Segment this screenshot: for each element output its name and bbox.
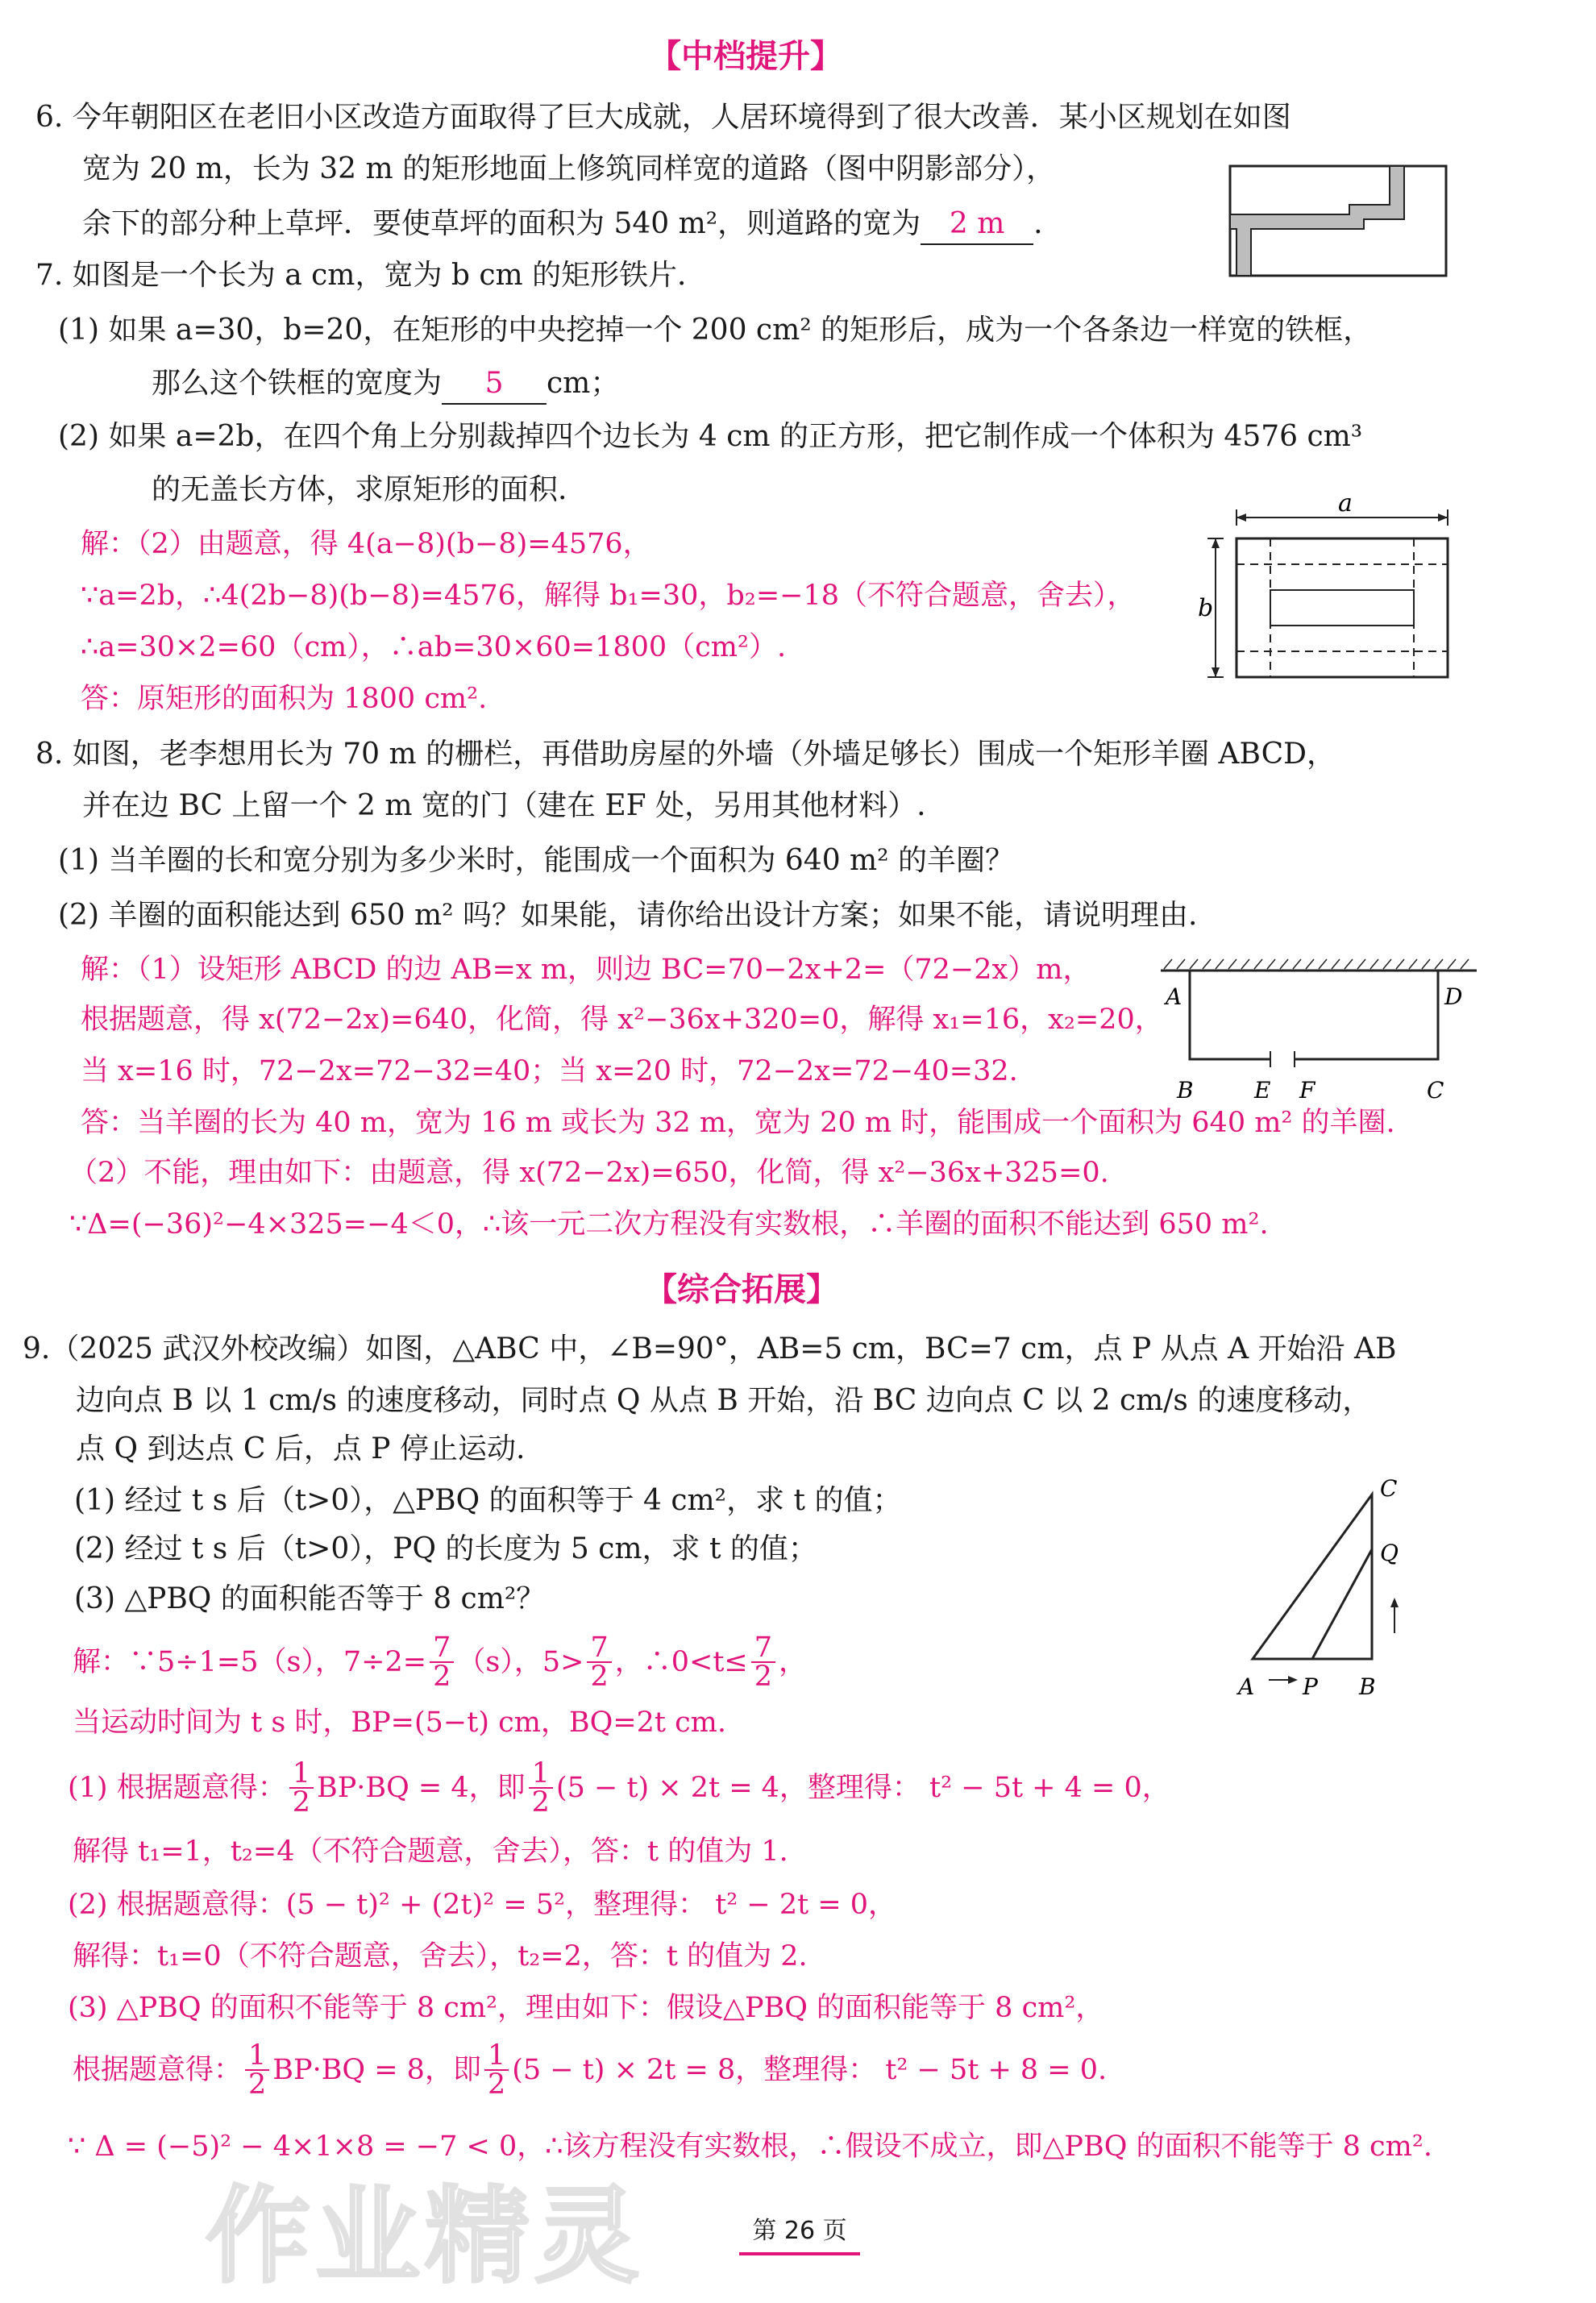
- q7-part1-unit: cm；: [547, 367, 620, 400]
- q8-line1: 8. 如图，老李想用长为 70 m 的栅栏，再借助房屋的外墙（外墙足够长）围成一个矩形羊圈 ABCD，: [35, 738, 1336, 771]
- q9-part3: (3) △PBQ 的面积能否等于 8 cm²？: [74, 1582, 546, 1615]
- q6-line3-text: 余下的部分种上草坪．要使草坪的面积为 540 m²，则道路的宽为: [82, 207, 921, 240]
- watermark-logo: 作业精灵: [206, 2175, 645, 2297]
- q9-solution-line5: 解得：t₁=0（不符合题意，舍去），t₂=2，答：t 的值为 2.: [73, 1940, 808, 1973]
- q9-fig-label-C: C: [1380, 1475, 1398, 1502]
- q9-sol2-b: BP·BQ = 4，即: [317, 1772, 526, 1804]
- q9-frac-half-c: [245, 2039, 269, 2101]
- q9-sol0-a: 解：∵5÷1=5（s），7÷2=: [73, 1646, 427, 1678]
- q7-part1-line2: [152, 364, 619, 405]
- frac-den: 2: [248, 2068, 267, 2101]
- q7-iron-sheet-figure: [1196, 493, 1470, 692]
- q7-answer-blank: 5: [442, 364, 547, 405]
- q8-fig-label-A: A: [1166, 983, 1182, 1010]
- q9-fig-label-A: A: [1238, 1673, 1255, 1700]
- q7-part2-line2: 的无盖长方体，求原矩形的面积.: [152, 473, 567, 506]
- q7-stem: 7. 如图是一个长为 a cm，宽为 b cm 的矩形铁片．: [35, 259, 707, 292]
- frac-num: 1: [245, 2042, 269, 2071]
- q6-road-figure: [1228, 164, 1448, 277]
- q9-frac-half-b: [529, 1757, 553, 1819]
- frac-num: 7: [430, 1634, 454, 1663]
- q8-solution-line4: 答：当羊圈的长为 40 m，宽为 16 m 或长为 32 m，宽为 20 m 时，能围成一个面积为 640 m² 的羊圈.: [81, 1107, 1395, 1139]
- q8-solution-line1: 解：（1）设矩形 ABCD 的边 AB=x m，则边 BC=70−2x+2=（72−2x）m，: [81, 954, 1091, 986]
- frac-num: 1: [484, 2042, 509, 2071]
- q9-solution-line1: 当运动时间为 t s 时，BP=(5−t) cm，BQ=2t cm.: [73, 1706, 726, 1739]
- q8-solution-line3: 当 x=16 时，72−2x=72−32=40；当 x=20 时，72−2x=72−40=32.: [81, 1055, 1018, 1087]
- q8-fig-label-C: C: [1427, 1077, 1444, 1104]
- q6-answer-blank: 2 m: [921, 205, 1033, 245]
- q7-solution-line2: ∵a=2b，∴4(2b−8)(b−8)=4576，解得 b₁=30，b₂=−18（不符合题意，舍去），: [81, 580, 1136, 612]
- q7-fig-label-a: a: [1338, 493, 1353, 518]
- frac-den: 2: [433, 1661, 451, 1693]
- page-footer: [679, 2210, 921, 2255]
- q8-solution-line5: （2）不能，理由如下：由题意，得 x(72−2x)=650，化简，得 x²−36x+325=0.: [69, 1157, 1109, 1189]
- q7-solution-line3: ∴a=30×2=60（cm），∴ab=30×60=1800（cm²）.: [81, 631, 787, 663]
- q8-solution-line6: ∵Δ=(−36)²−4×325=−4＜0，∴该一元二次方程没有实数根，∴羊圈的面积不能达到 650 m².: [69, 1208, 1269, 1241]
- q9-part2: (2) 经过 t s 后（t>0），PQ 的长度为 5 cm，求 t 的值；: [74, 1532, 817, 1565]
- q7-part1-text: 那么这个铁框的宽度为: [152, 367, 443, 400]
- q8-fig-label-D: D: [1444, 983, 1463, 1010]
- q9-solution-line8: ∵ Δ = (−5)² − 4×1×8 = −7 < 0，∴该方程没有实数根，∴假设不成立，即△PBQ 的面积不能等于 8 cm².: [68, 2130, 1432, 2163]
- section-heading-ext: 【综合拓展】: [645, 1271, 838, 1308]
- q9-sol2-a: (1) 根据题意得：: [68, 1772, 286, 1804]
- q9-sol7-c: (5 − t) × 2t = 8，整理得： t² − 5t + 8 = 0.: [512, 2054, 1108, 2086]
- q9-sol0-c: ，∴0<t≤: [614, 1646, 748, 1678]
- section-heading-mid: 【中档提升】: [649, 38, 842, 75]
- q9-triangle-figure: [1222, 1475, 1433, 1709]
- q9-fig-label-B: B: [1359, 1673, 1376, 1700]
- q9-solution-line6: (3) △PBQ 的面积不能等于 8 cm²，理由如下：假设△PBQ 的面积能等于 8 cm²，: [68, 1992, 1104, 2024]
- q9-solution-line2: [68, 1754, 1170, 1822]
- frac-den: 2: [531, 1786, 550, 1819]
- frac-den: 2: [487, 2068, 506, 2101]
- q9-solution-line7: [73, 2036, 1107, 2104]
- q7-part2-line1: (2) 如果 a=2b，在四个角上分别裁掉四个边长为 4 cm 的正方形，把它制作成一个体积为 4576 cm³: [58, 420, 1363, 453]
- q8-part1: (1) 当羊圈的长和宽分别为多少米时，能围成一个面积为 640 m² 的羊圈？: [58, 844, 1015, 877]
- q9-solution-line3: 解得 t₁=1，t₂=4（不符合题意，舍去），答：t 的值为 1.: [73, 1835, 788, 1868]
- q9-sol2-c: (5 − t) × 2t = 4，整理得： t² − 5t + 4 = 0，: [555, 1772, 1170, 1804]
- q9-solution-line0: [73, 1628, 807, 1696]
- frac-num: 1: [529, 1760, 553, 1789]
- q6-period: .: [1033, 207, 1043, 240]
- q8-fig-label-B: B: [1177, 1077, 1194, 1104]
- q8-part2: (2) 羊圈的面积能达到 650 m² 吗？如果能，请你给出设计方案；如果不能，请说明理由.: [58, 899, 1198, 932]
- q9-sol7-a: 根据题意得：: [73, 2054, 243, 2086]
- frac-den: 2: [292, 1786, 310, 1819]
- q8-fig-label-E: E: [1254, 1077, 1271, 1104]
- q7-solution-line1: 解：（2）由题意，得 4(a−8)(b−8)=4576，: [81, 528, 651, 560]
- q9-part1: (1) 经过 t s 后（t>0），△PBQ 的面积等于 4 cm²，求 t 的值；: [74, 1484, 902, 1517]
- q8-sheep-pen-figure: [1158, 956, 1480, 1109]
- q9-sol0-b: （s），5>: [457, 1646, 584, 1678]
- q6-line3: [82, 205, 1043, 245]
- q8-line2: 并在边 BC 上留一个 2 m 宽的门（建在 EF 处，另用其他材料）.: [82, 789, 926, 822]
- q9-frac-7-2-b: [587, 1632, 611, 1693]
- page-number: 第 26 页: [752, 2217, 847, 2245]
- q8-solution-line2: 根据题意，得 x(72−2x)=640，化简，得 x²−36x+320=0，解得 x₁=16，x₂=20，: [81, 1004, 1163, 1036]
- frac-num: 7: [751, 1634, 775, 1663]
- q8-fig-label-F: F: [1299, 1077, 1315, 1104]
- q9-fig-label-P: P: [1303, 1673, 1318, 1700]
- q9-line2: 边向点 B 以 1 cm/s 的速度移动，同时点 Q 从点 B 开始，沿 BC 边向点 C 以 2 cm/s 的速度移动，: [76, 1384, 1372, 1417]
- frac-den: 2: [754, 1661, 773, 1693]
- q9-frac-half-a: [289, 1757, 314, 1819]
- q7-solution-line4: 答：原矩形的面积为 1800 cm².: [81, 683, 488, 715]
- q7-part1-line1: (1) 如果 a=30，b=20，在矩形的中央挖掉一个 200 cm² 的矩形后，成为一个各条边一样宽的铁框，: [58, 314, 1373, 347]
- q6-line1: 6. 今年朝阳区在老旧小区改造方面取得了巨大成就，人居环境得到了很大改善．某小区规划在如图: [35, 101, 1291, 134]
- frac-den: 2: [590, 1661, 609, 1693]
- q9-solution-line4: (2) 根据题意得：(5 − t)² + (2t)² = 5²，整理得： t² − 2t = 0，: [68, 1889, 897, 1921]
- q9-sol7-b: BP·BQ = 8，即: [272, 2054, 481, 2086]
- q9-fig-label-Q: Q: [1380, 1540, 1399, 1566]
- page-footer-underline: [739, 2252, 860, 2255]
- q7-fig-label-b: b: [1198, 594, 1214, 622]
- q9-frac-7-2-a: [430, 1632, 454, 1693]
- q6-line2: 宽为 20 m，长为 32 m 的矩形地面上修筑同样宽的道路（图中阴影部分），: [82, 152, 1056, 185]
- frac-num: 7: [587, 1634, 611, 1663]
- frac-num: 1: [289, 1760, 314, 1789]
- q9-line3: 点 Q 到达点 C 后，点 P 停止运动.: [76, 1432, 526, 1465]
- q9-frac-7-2-c: [751, 1632, 775, 1693]
- q9-line1: 9.（2025 武汉外校改编）如图，△ABC 中，∠B=90°，AB=5 cm，BC=7 cm，点 P 从点 A 开始沿 AB: [23, 1332, 1397, 1366]
- q9-frac-half-d: [484, 2039, 509, 2101]
- q9-sol0-d: ，: [779, 1646, 808, 1678]
